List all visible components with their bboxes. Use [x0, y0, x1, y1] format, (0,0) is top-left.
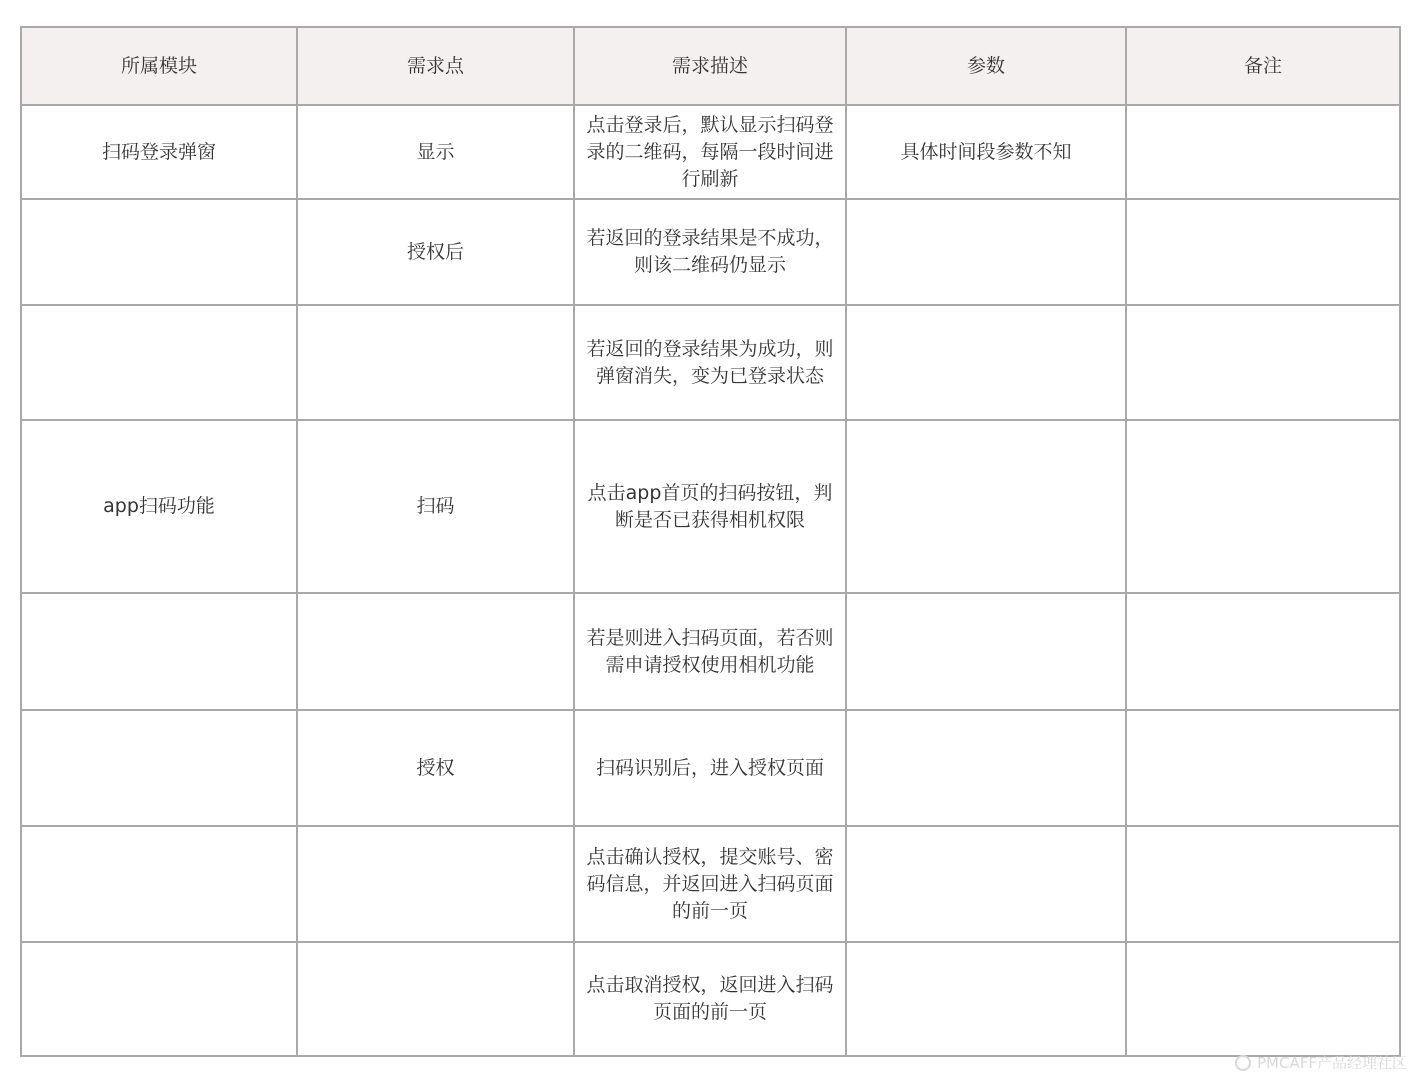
watermark-text: PMCAFF产品经理社区 — [1257, 1054, 1407, 1072]
header-requirement-point: 需求点 — [297, 27, 574, 105]
cell-requirement-point: 授权 — [297, 710, 574, 826]
cell-description: 若返回的登录结果为成功，则弹窗消失，变为已登录状态 — [574, 305, 846, 420]
cell-remarks — [1126, 826, 1400, 942]
cell-remarks — [1126, 105, 1400, 199]
cell-remarks — [1126, 593, 1400, 710]
cell-requirement-point: 显示 — [297, 105, 574, 199]
cell-module — [21, 593, 297, 710]
table-row — [21, 826, 1400, 942]
table-row — [21, 420, 1400, 593]
header-parameters: 参数 — [846, 27, 1126, 105]
cell-parameters — [846, 420, 1126, 593]
table-header-row — [21, 27, 1400, 105]
cell-remarks — [1126, 199, 1400, 305]
table-row — [21, 105, 1400, 199]
table-row — [21, 710, 1400, 826]
cell-parameters: 具体时间段参数不知 — [846, 105, 1126, 199]
cell-parameters — [846, 199, 1126, 305]
cell-requirement-point — [297, 305, 574, 420]
header-description: 需求描述 — [574, 27, 846, 105]
cell-remarks — [1126, 710, 1400, 826]
header-module: 所属模块 — [21, 27, 297, 105]
cell-description: 点击确认授权，提交账号、密码信息，并返回进入扫码页面的前一页 — [574, 826, 846, 942]
cell-description: 点击登录后，默认显示扫码登录的二维码，每隔一段时间进行刷新 — [574, 105, 846, 199]
requirements-table — [20, 26, 1401, 1057]
cell-requirement-point — [297, 942, 574, 1056]
cell-module — [21, 942, 297, 1056]
table-row — [21, 305, 1400, 420]
cell-parameters — [846, 305, 1126, 420]
cell-module — [21, 199, 297, 305]
header-remarks: 备注 — [1126, 27, 1400, 105]
cell-parameters — [846, 710, 1126, 826]
table-row — [21, 199, 1400, 305]
cell-parameters — [846, 826, 1126, 942]
cell-description: 扫码识别后，进入授权页面 — [574, 710, 846, 826]
cell-description: 点击app首页的扫码按钮，判断是否已获得相机权限 — [574, 420, 846, 593]
cell-description: 若是则进入扫码页面，若否则需申请授权使用相机功能 — [574, 593, 846, 710]
cell-parameters — [846, 942, 1126, 1056]
cell-requirement-point: 扫码 — [297, 420, 574, 593]
cell-description: 点击取消授权，返回进入扫码页面的前一页 — [574, 942, 846, 1056]
table-row — [21, 942, 1400, 1056]
cell-module: app扫码功能 — [21, 420, 297, 593]
watermark — [1235, 1052, 1407, 1073]
cell-module — [21, 305, 297, 420]
cell-requirement-point — [297, 593, 574, 710]
cell-module: 扫码登录弹窗 — [21, 105, 297, 199]
cell-description: 若返回的登录结果是不成功，则该二维码仍显示 — [574, 199, 846, 305]
table-row — [21, 593, 1400, 710]
pmcaff-logo-icon — [1235, 1055, 1251, 1071]
cell-remarks — [1126, 420, 1400, 593]
cell-module — [21, 826, 297, 942]
cell-requirement-point — [297, 826, 574, 942]
cell-remarks — [1126, 305, 1400, 420]
cell-remarks — [1126, 942, 1400, 1056]
cell-requirement-point: 授权后 — [297, 199, 574, 305]
cell-parameters — [846, 593, 1126, 710]
cell-module — [21, 710, 297, 826]
